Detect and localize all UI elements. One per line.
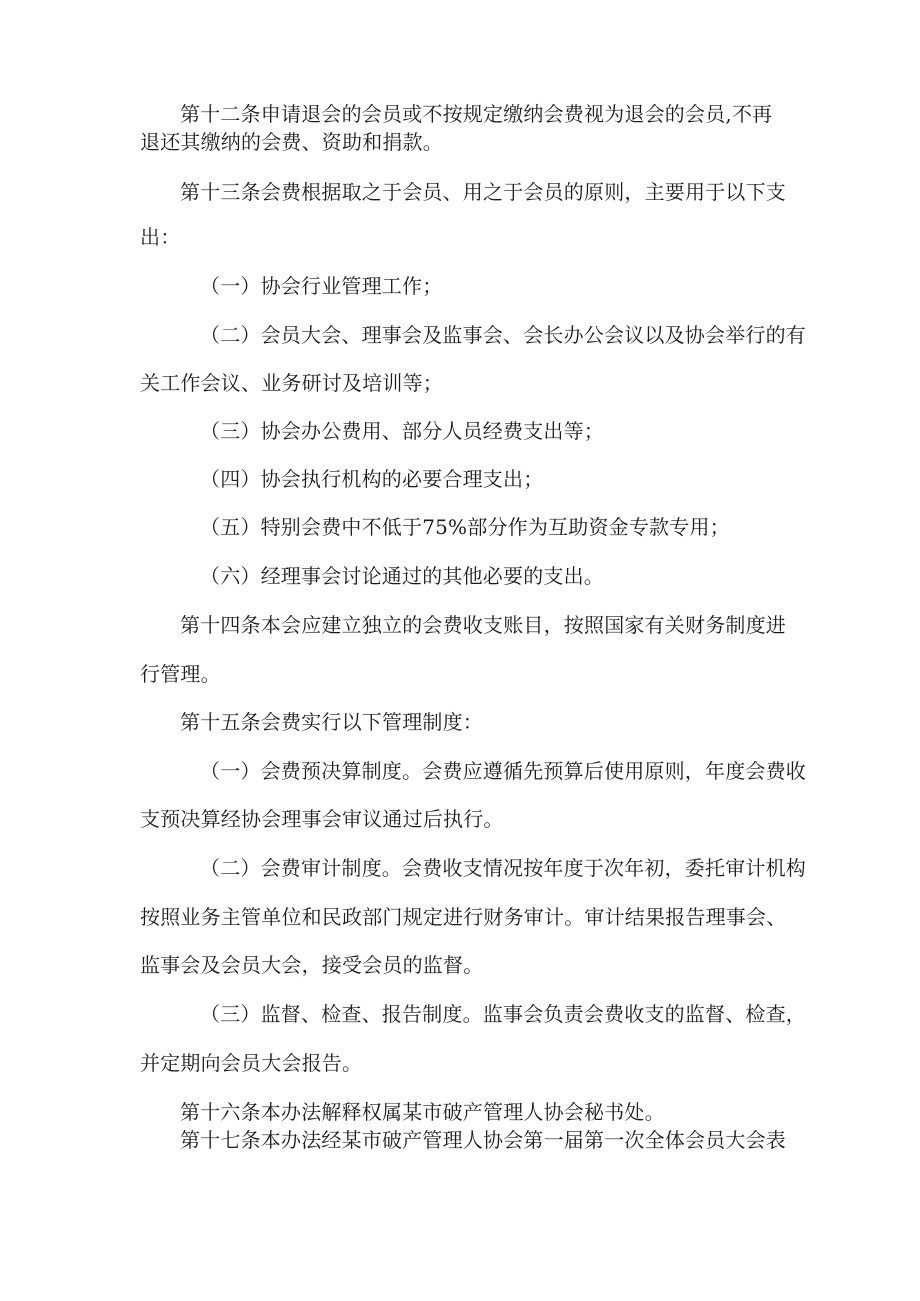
text-line: 行管理。: [140, 662, 221, 686]
text-line: （一）会费预决算制度。会费应遵循先预算后使用原则，年度会费收: [200, 759, 806, 783]
text-line: 第十四条本会应建立独立的会费收支账目，按照国家有关财务制度进: [180, 613, 786, 637]
text-line: （六）经理事会讨论通过的其他必要的支出。: [200, 564, 604, 588]
text-line: （二）会员大会、理事会及监事会、会长办公会议以及协会举行的有: [200, 323, 806, 347]
text-line: 第十六条本办法解释权属某市破产管理人协会秘书处。: [180, 1100, 665, 1124]
text-line: 并定期向会员大会报告。: [140, 1051, 363, 1075]
text-line: 第十五条会费实行以下管理制度：: [180, 710, 483, 734]
text-line: （四）协会执行机构的必要合理支出；: [200, 467, 544, 491]
text-line: 支预决算经协会理事会审议通过后执行。: [140, 807, 504, 831]
text-line: 第十三条会费根据取之于会员、用之于会员的原则，主要用于以下支: [180, 180, 786, 204]
text-line: （三）协会办公费用、部分人员经费支出等；: [200, 419, 604, 443]
text-line: 出：: [140, 225, 181, 249]
text-line: 第十七条本办法经某市破产管理人协会第一届第一次全体会员大会表: [180, 1128, 786, 1152]
text-line: （一）协会行业管理工作；: [200, 274, 443, 298]
text-line: 退还其缴纳的会费、资助和捐款。: [140, 130, 443, 154]
text-line: 按照业务主管单位和民政部门规定进行财务审计。审计结果报告理事会、: [140, 905, 787, 929]
text-line: （二）会费审计制度。会费收支情况按年度于次年初，委托审计机构: [200, 856, 806, 880]
text-line: 第十二条申请退会的会员或不按规定缴纳会费视为退会的会员,不再: [180, 102, 773, 126]
text-line: （三）监督、检查、报告制度。监事会负责会费收支的监督、检查，: [200, 1002, 806, 1026]
text-line: （五）特别会费中不低于75%部分作为互助资金专款专用；: [200, 515, 730, 539]
text-line: 监事会及会员大会，接受会员的监督。: [140, 953, 484, 977]
text-line: 关工作会议、业务研讨及培训等；: [140, 371, 443, 395]
